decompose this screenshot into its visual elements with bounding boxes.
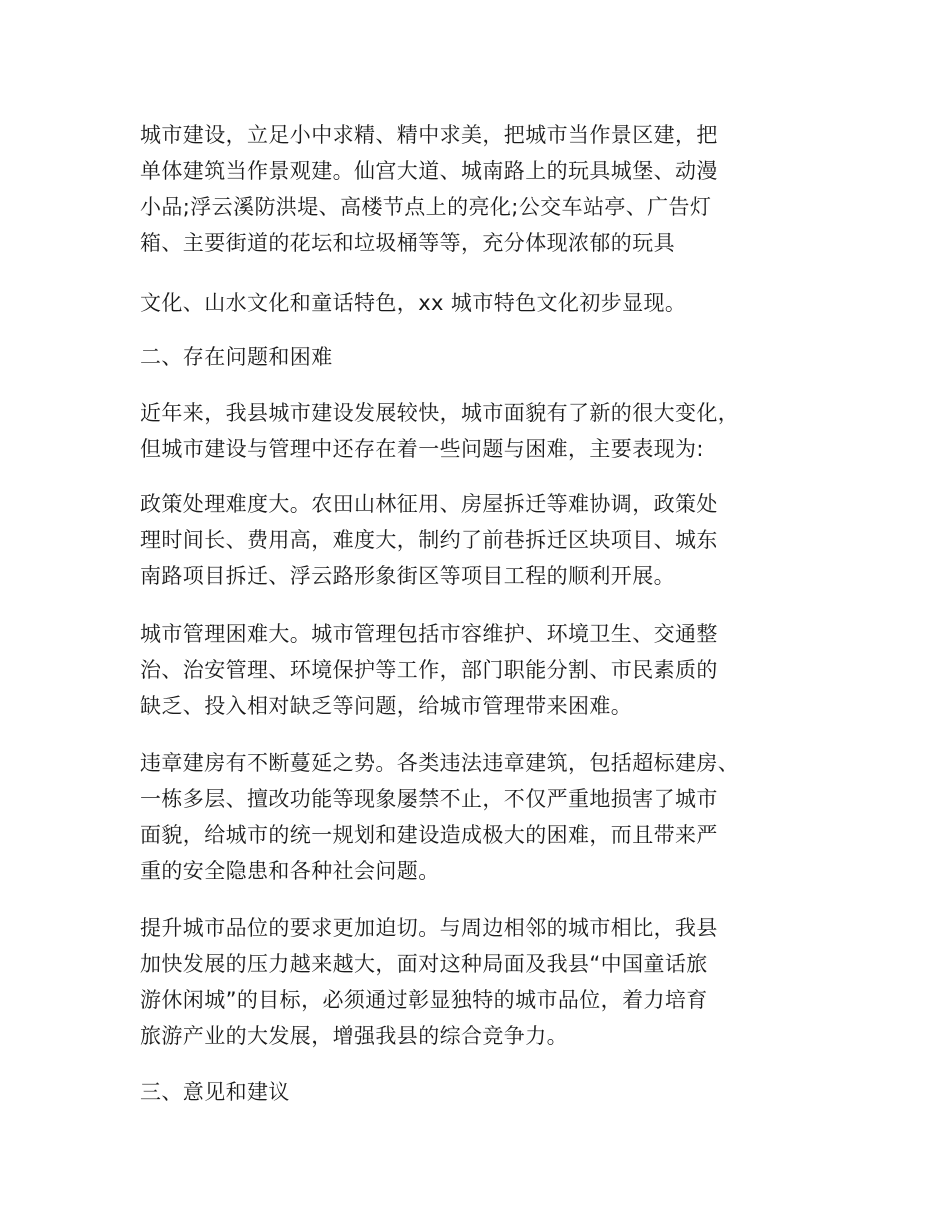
text-line: 缺乏、投入相对缺乏等问题，给城市管理带来困难。 [140,694,633,718]
text-line: 加快发展的压力越来越大，面对这种局面及我县“中国童话旅 [140,952,708,976]
text-line: 违章建房有不断蔓延之势。各类违法违章建筑，包括超标建房、 [140,751,740,775]
text-line: 但城市建设与管理中还存在着一些问题与困难，主要表现为: [140,437,704,461]
text-line: 治、治安管理、环境保护等工作，部门职能分割、市民素质的 [140,658,718,682]
text-line: 单体建筑当作景观建。仙宫大道、城南路上的玩具城堡、动漫 [140,159,718,183]
text-line: 文化、山水文化和童话特色，xx 城市特色文化初步显现。 [140,291,687,315]
text-line: 面貌，给城市的统一规划和建设造成极大的困难，而且带来严 [140,823,718,847]
text-line: 小品;浮云溪防洪堤、高楼节点上的亮化;公交车站亭、广告灯 [140,195,712,219]
text-line: 箱、主要街道的花坛和垃圾桶等等，充分体现浓郁的玩具 [140,231,675,255]
text-line: 政策处理难度大。农田山林征用、房屋拆迁等难协调，政策处 [140,492,718,516]
text-line: 城市建设，立足小中求精、精中求美，把城市当作景区建，把 [140,123,718,147]
text-line: 理时间长、费用高，难度大，制约了前巷拆迁区块项目、城东 [140,528,718,552]
text-line: 近年来，我县城市建设发展较快，城市面貌有了新的很大变化， [140,401,740,425]
text-line: 旅游产业的大发展，增强我县的综合竞争力。 [140,1024,568,1048]
section-heading: 三、意见和建议 [140,1080,290,1104]
text-line: 游休闲城”的目标，必须通过彰显独特的城市品位，着力培育 [140,988,708,1012]
text-line: 提升城市品位的要求更加迫切。与周边相邻的城市相比，我县 [140,916,718,940]
text-line: 重的安全隐患和各种社会问题。 [140,859,440,883]
text-line: 南路项目拆迁、浮云路形象街区等项目工程的顺利开展。 [140,564,675,588]
section-heading: 二、存在问题和困难 [140,345,333,369]
text-line: 城市管理困难大。城市管理包括市容维护、环境卫生、交通整 [140,622,718,646]
text-line: 一栋多层、擅改功能等现象屡禁不止，不仅严重地损害了城市 [140,787,718,811]
